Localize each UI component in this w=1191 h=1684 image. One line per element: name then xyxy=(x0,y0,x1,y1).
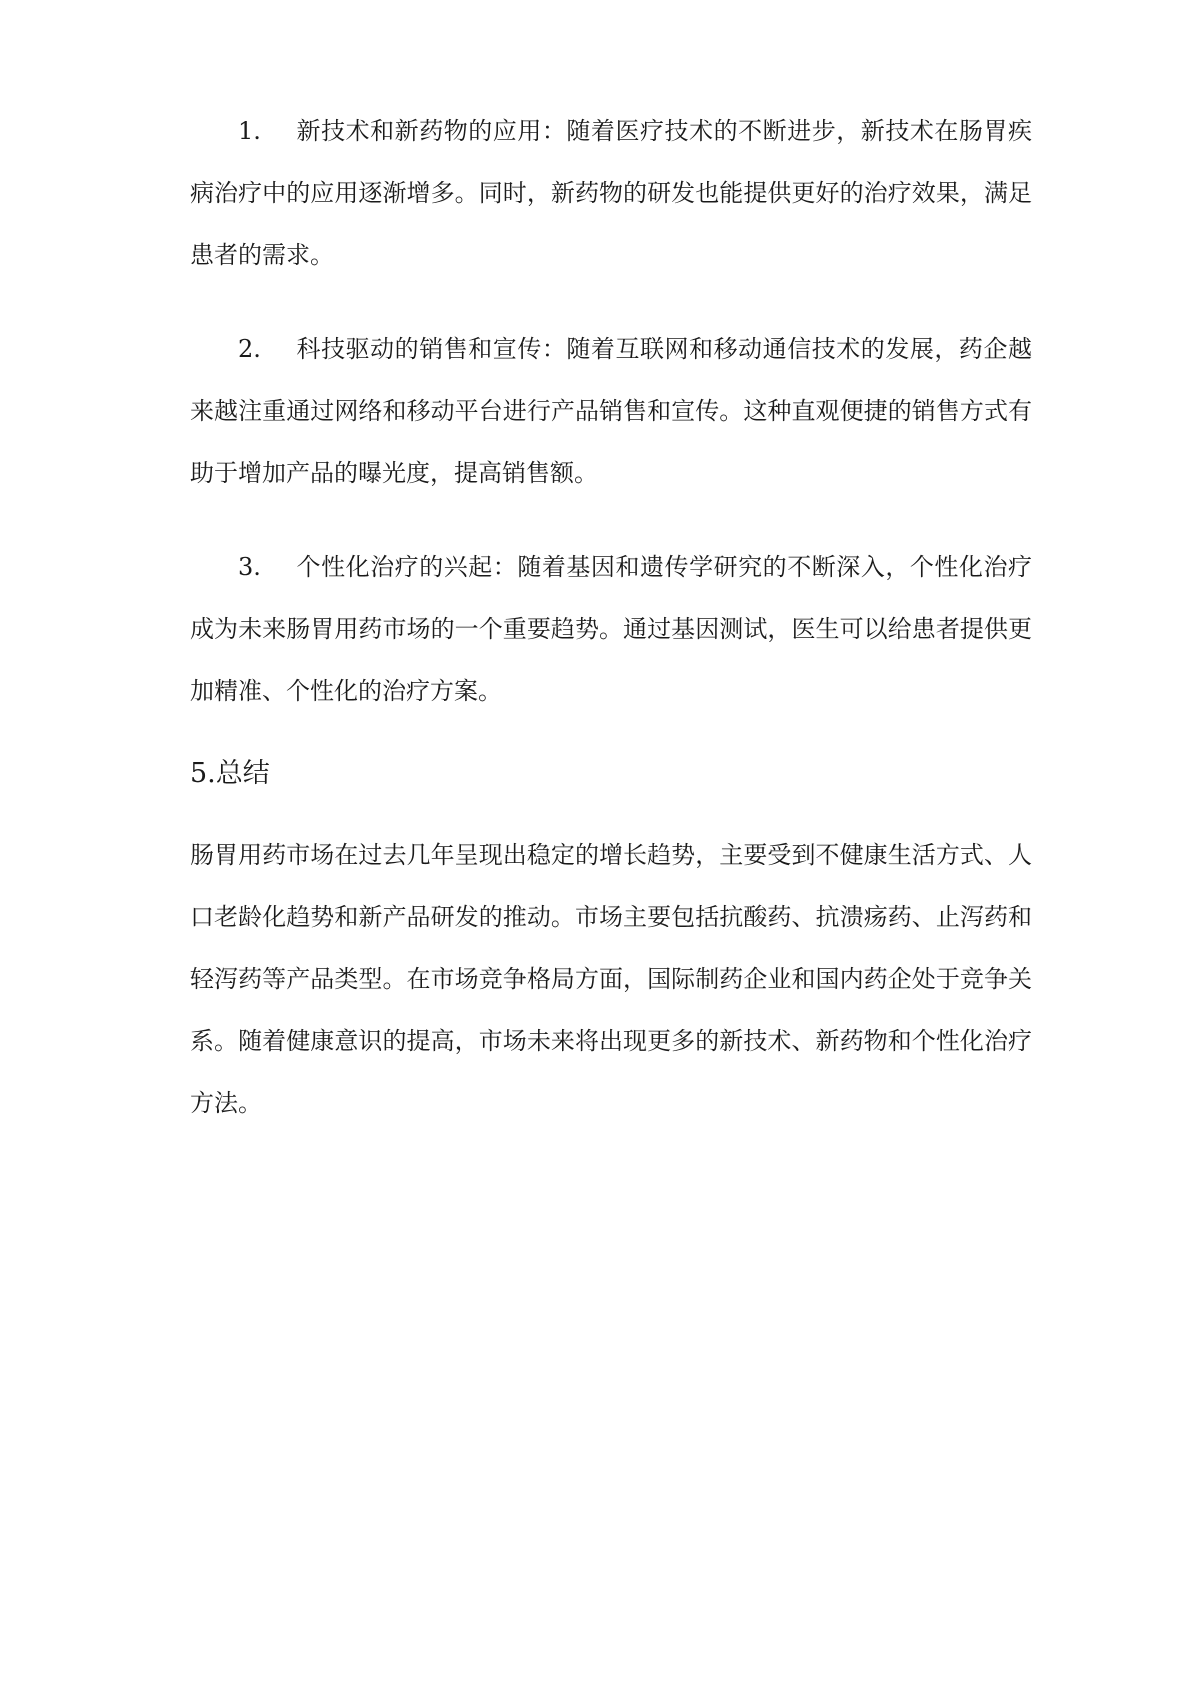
list-item-number: 2. xyxy=(238,335,261,363)
list-item-text: 新技术和新药物的应用：随着医疗技术的不断进步，新技术在肠胃疾病治疗中的应用逐渐增多。同时，新药物的研发也能提供更好的治疗效果，满足患者的需求。 xyxy=(190,117,1032,269)
section-heading: 5.总结 xyxy=(190,758,270,789)
list-item-text: 科技驱动的销售和宣传：随着互联网和移动通信技术的发展，药企越来越注重通过网络和移动平台进行产品销售和宣传。这种直观便捷的销售方式有助于增加产品的曝光度，提高销售额。 xyxy=(190,335,1032,487)
list-item-number: 1. xyxy=(238,117,261,145)
document-page xyxy=(190,100,1032,1134)
summary-paragraph: 肠胃用药市场在过去几年呈现出稳定的增长趋势，主要受到不健康生活方式、人口老龄化趋势和新产品研发的推动。市场主要包括抗酸药、抗溃疡药、止泻药和轻泻药等产品类型。在市场竞争格局方面，国际制药企业和国内药企处于竞争关系。随着健康意识的提高，市场未来将出现更多的新技术、新药物和个性化治疗方法。 xyxy=(190,841,1032,1117)
list-item-text: 个性化治疗的兴起：随着基因和遗传学研究的不断深入，个性化治疗成为未来肠胃用药市场的一个重要趋势。通过基因测试，医生可以给患者提供更加精准、个性化的治疗方案。 xyxy=(190,553,1032,705)
list-item-number: 3. xyxy=(238,553,261,581)
list-item xyxy=(190,536,1032,722)
list-item xyxy=(190,318,1032,504)
list-item xyxy=(190,100,1032,286)
